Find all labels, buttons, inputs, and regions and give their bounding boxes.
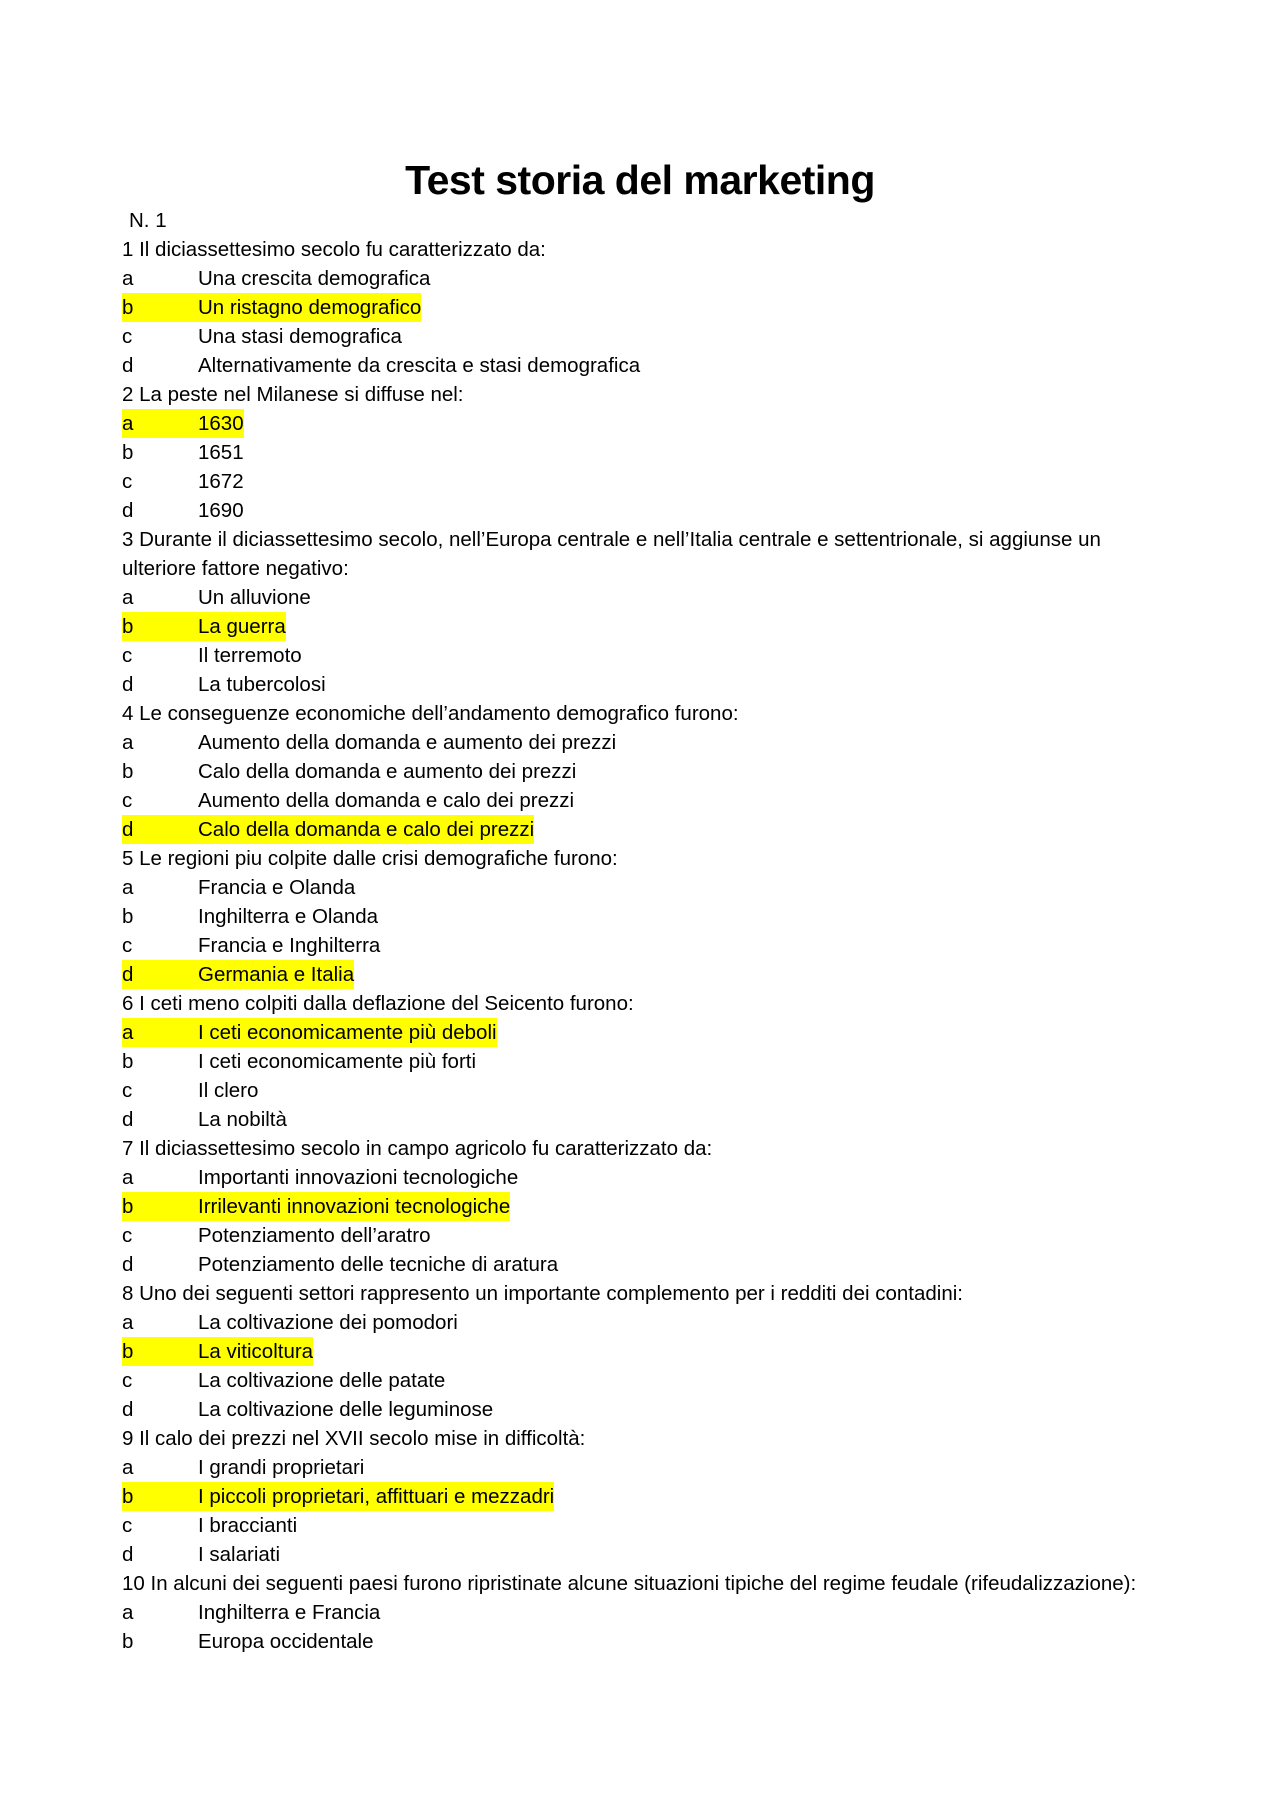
option-text: 1690 (198, 499, 244, 522)
option-letter: d (122, 1108, 134, 1131)
option-letter: d (122, 354, 134, 377)
question-text: 4 Le conseguenze economiche dell’andamento demografico furono: (122, 702, 739, 725)
option-letter: d (122, 1543, 134, 1566)
option-text: La coltivazione delle leguminose (198, 1398, 494, 1421)
option-letter: a (122, 1456, 134, 1479)
option-letter: c (122, 644, 133, 667)
option-letter: c (122, 1079, 133, 1102)
answer-option (122, 1250, 1172, 1279)
answer-row (122, 1366, 445, 1395)
option-text: Europa occidentale (198, 1630, 374, 1653)
option-letter: b (122, 1340, 134, 1363)
option-text: Il terremoto (198, 644, 302, 667)
answer-row (122, 1540, 280, 1569)
option-text: La guerra (198, 615, 286, 638)
answer-option (122, 1192, 1172, 1221)
answer-row (122, 1453, 364, 1482)
option-text: I salariati (198, 1543, 281, 1566)
option-text: Calo della domanda e calo dei prezzi (198, 818, 535, 841)
answer-row (122, 931, 380, 960)
answer-row (122, 1308, 458, 1337)
answer-option (122, 438, 1172, 467)
answer-option (122, 728, 1172, 757)
option-letter: a (122, 1601, 134, 1624)
option-letter: c (122, 470, 133, 493)
option-letter: a (122, 731, 134, 754)
question-text: 2 La peste nel Milanese si diffuse nel: (122, 383, 464, 406)
answer-row (122, 1163, 518, 1192)
option-letter: b (122, 1050, 134, 1073)
answer-option (122, 612, 1172, 641)
option-letter: b (122, 1485, 134, 1508)
question-text: 8 Uno dei seguenti settori rappresento un importante complemento per i redditi dei contadini: (122, 1282, 963, 1305)
option-text: Irrilevanti innovazioni tecnologiche (198, 1195, 511, 1218)
answer-row (122, 873, 355, 902)
answer-option (122, 1540, 1172, 1569)
option-text: Potenziamento delle tecniche di aratura (198, 1253, 559, 1276)
correct-answer-highlight (122, 293, 421, 322)
answer-row (122, 670, 326, 699)
answer-option (122, 1627, 1172, 1656)
option-letter: d (122, 1253, 134, 1276)
question-text: 7 Il diciassettesimo secolo in campo agricolo fu caratterizzato da: (122, 1137, 713, 1160)
answer-row (122, 757, 576, 786)
option-text: Germania e Italia (198, 963, 355, 986)
option-letter: b (122, 441, 134, 464)
answer-option (122, 670, 1172, 699)
answer-option (122, 1337, 1172, 1366)
option-text: I grandi proprietari (198, 1456, 365, 1479)
answer-row (122, 264, 430, 293)
answer-row (122, 786, 574, 815)
answer-option (122, 409, 1172, 438)
option-text: Una stasi demografica (198, 325, 402, 348)
answer-option (122, 467, 1172, 496)
quiz-content (122, 206, 1172, 1656)
correct-answer-highlight (122, 960, 354, 989)
option-letter: b (122, 905, 134, 928)
option-letter: d (122, 673, 134, 696)
option-text: La nobiltà (198, 1108, 287, 1131)
option-text: I ceti economicamente più forti (198, 1050, 477, 1073)
question-text: 9 Il calo dei prezzi nel XVII secolo mise in difficoltà: (122, 1427, 586, 1450)
option-letter: d (122, 818, 134, 841)
answer-row (122, 1047, 476, 1076)
answer-option (122, 786, 1172, 815)
answer-option (122, 1366, 1172, 1395)
option-letter: c (122, 325, 133, 348)
option-letter: a (122, 1166, 134, 1189)
answer-option (122, 1511, 1172, 1540)
option-text: Una crescita demografica (198, 267, 431, 290)
correct-answer-highlight (122, 1337, 313, 1366)
answer-option (122, 1047, 1172, 1076)
option-letter: c (122, 1224, 133, 1247)
answer-option (122, 873, 1172, 902)
option-letter: a (122, 876, 134, 899)
option-letter: c (122, 934, 133, 957)
option-text: 1630 (198, 412, 244, 435)
option-letter: b (122, 615, 134, 638)
correct-answer-highlight (122, 1018, 497, 1047)
answer-option (122, 322, 1172, 351)
answer-row (122, 1395, 493, 1424)
option-text: La tubercolosi (198, 673, 326, 696)
option-letter: a (122, 412, 134, 435)
option-letter: b (122, 1630, 134, 1653)
answer-option (122, 1076, 1172, 1105)
question-list (122, 235, 1172, 1656)
answer-option (122, 1482, 1172, 1511)
answer-option (122, 496, 1172, 525)
answer-row (122, 1076, 258, 1105)
answer-row (122, 351, 640, 380)
option-letter: d (122, 499, 134, 522)
option-letter: c (122, 789, 133, 812)
option-text: La coltivazione dei pomodori (198, 1311, 458, 1334)
option-letter: a (122, 1021, 134, 1044)
document-title: Test storia del marketing (405, 157, 875, 203)
answer-option (122, 1163, 1172, 1192)
answer-row (122, 902, 378, 931)
answer-option (122, 1018, 1172, 1047)
correct-answer-highlight (122, 815, 534, 844)
question-text: 3 Durante il diciassettesimo secolo, nell’Europa centrale e nell’Italia centrale e settentrionale, si aggiunse un ulteriore fattore negativo: (122, 528, 1101, 580)
answer-row (122, 641, 302, 670)
answer-option (122, 902, 1172, 931)
question-text: 5 Le regioni piu colpite dalle crisi demografiche furono: (122, 847, 618, 870)
answer-row (122, 728, 616, 757)
option-text: Un ristagno demografico (198, 296, 422, 319)
answer-option (122, 264, 1172, 293)
option-text: I piccoli proprietari, affittuari e mezzadri (198, 1485, 555, 1508)
answer-row (122, 1627, 374, 1656)
answer-option (122, 583, 1172, 612)
option-letter: d (122, 1398, 134, 1421)
option-letter: a (122, 1311, 134, 1334)
option-text: Francia e Olanda (198, 876, 356, 899)
option-text: Calo della domanda e aumento dei prezzi (198, 760, 577, 783)
answer-row (122, 322, 402, 351)
option-letter: c (122, 1514, 133, 1537)
option-text: Francia e Inghilterra (198, 934, 381, 957)
correct-answer-highlight (122, 612, 286, 641)
option-text: Alternativamente da crescita e stasi demografica (198, 354, 641, 377)
question-text: 1 Il diciassettesimo secolo fu caratterizzato da: (122, 238, 546, 261)
option-text: Un alluvione (198, 586, 311, 609)
option-letter: c (122, 1369, 133, 1392)
answer-row (122, 438, 244, 467)
answer-option (122, 1395, 1172, 1424)
answer-row (122, 1105, 287, 1134)
answer-option (122, 641, 1172, 670)
answer-row (122, 1221, 430, 1250)
option-text: Importanti innovazioni tecnologiche (198, 1166, 519, 1189)
answer-option (122, 815, 1172, 844)
option-text: I braccianti (198, 1514, 298, 1537)
option-text: 1672 (198, 470, 244, 493)
option-text: La viticoltura (198, 1340, 314, 1363)
option-letter: a (122, 267, 134, 290)
option-text: La coltivazione delle patate (198, 1369, 446, 1392)
option-text: Aumento della domanda e aumento dei prezzi (198, 731, 617, 754)
answer-row (122, 467, 244, 496)
option-letter: d (122, 963, 134, 986)
answer-row (122, 496, 244, 525)
question-text: 10 In alcuni dei seguenti paesi furono ripristinate alcune situazioni tipiche del regime feudale (rifeudalizzazione): (122, 1572, 1137, 1595)
answer-row (122, 1511, 297, 1540)
correct-answer-highlight (122, 1482, 554, 1511)
answer-option (122, 351, 1172, 380)
answer-option (122, 1453, 1172, 1482)
answer-row (122, 583, 311, 612)
answer-option (122, 293, 1172, 322)
answer-option (122, 960, 1172, 989)
option-text: Aumento della domanda e calo dei prezzi (198, 789, 575, 812)
answer-option (122, 1308, 1172, 1337)
option-letter: b (122, 760, 134, 783)
question-text: 6 I ceti meno colpiti dalla deflazione del Seicento furono: (122, 992, 634, 1015)
answer-option (122, 757, 1172, 786)
answer-option (122, 1221, 1172, 1250)
answer-row (122, 1598, 380, 1627)
correct-answer-highlight (122, 1192, 510, 1221)
option-text: 1651 (198, 441, 244, 464)
test-number: N. 1 (129, 209, 167, 232)
answer-option (122, 931, 1172, 960)
correct-answer-highlight (122, 409, 244, 438)
answer-option (122, 1105, 1172, 1134)
answer-row (122, 1250, 558, 1279)
option-letter: b (122, 296, 134, 319)
option-letter: b (122, 1195, 134, 1218)
option-text: I ceti economicamente più deboli (198, 1021, 497, 1044)
option-text: Inghilterra e Francia (198, 1601, 381, 1624)
option-text: Il clero (198, 1079, 259, 1102)
option-letter: a (122, 586, 134, 609)
option-text: Potenziamento dell’aratro (198, 1224, 431, 1247)
answer-option (122, 1598, 1172, 1627)
option-text: Inghilterra e Olanda (198, 905, 379, 928)
